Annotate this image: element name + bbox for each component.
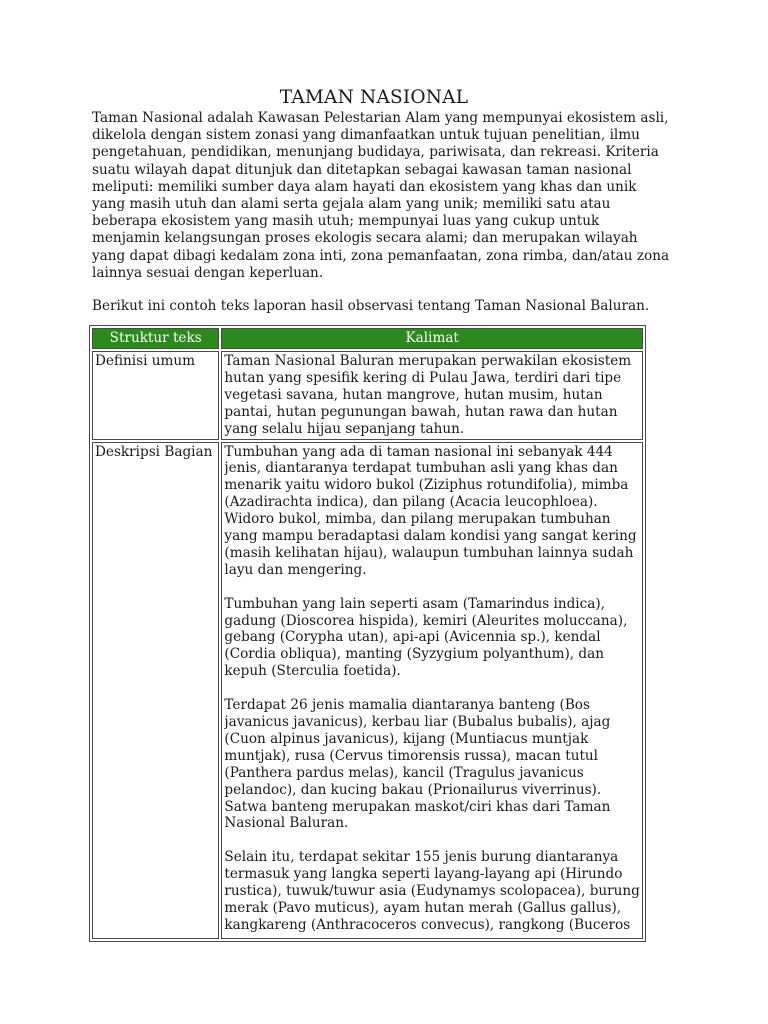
row-paragraph: Taman Nasional Baluran merupakan perwakilan ekosistem hutan yang spesifik kering di Pulau Jawa, terdiri dari tipe vegetasi savana, hutan mangrove, hutan musim, hutan pantai, hutan pegunungan bawah, hutan rawa dan hutan yang selalu hijau sepanjang tahun. bbox=[224, 353, 632, 437]
row-label: Definisi umum bbox=[92, 351, 219, 440]
lead-paragraph: Berikut ini contoh teks laporan hasil observasi tentang Taman Nasional Baluran. bbox=[92, 298, 650, 315]
table-header-row bbox=[92, 328, 643, 349]
row-paragraph: Terdapat 26 jenis mamalia diantaranya banteng (Bos javanicus javanicus), kerbau liar (Bubalus bubalis), ajag (Cuon alpinus javanicus), kijang (Muntiacus muntjak muntjak), rusa (Cervus timorensis russa), macan tutul (Panthera pardus melas), kancil (Tragulus javanicus pelandoc), dan kucing bakau (Prionailurus viverrinus). Satwa banteng merupakan maskot/ciri khas dari Taman Nasional Baluran. bbox=[224, 697, 611, 832]
header-kalimat: Kalimat bbox=[221, 328, 643, 349]
document-body bbox=[92, 86, 670, 315]
row-paragraph: Tumbuhan yang lain seperti asam (Tamarindus indica), gadung (Dioscorea hispida), kemiri (Aleurites moluccana), gebang (Corypha utan), api-api (Avicennia sp.), kendal (Cordia obliqua), manting (Syzygium polyanthum), dan kepuh (Sterculia foetida). bbox=[224, 595, 628, 680]
row-paragraph: Selain itu, terdapat sekitar 155 jenis burung diantaranya termasuk yang langka seperti layang-layang api (Hirundo rustica), tuwuk/tuwur asia (Eudynamys scolopacea), burung merak (Pavo muticus), ayam hutan merah (Gallus gallus), kangkareng (Anthracoceros convecus), rangkong (Buceros bbox=[224, 849, 640, 933]
document-title: TAMAN NASIONAL bbox=[279, 87, 469, 108]
row-paragraph: Tumbuhan yang ada di taman nasional ini sebanyak 444 jenis, diantaranya terdapat tumbuhan asli yang khas dan menarik yaitu widoro bukol (Ziziphus rotundifolia), mimba (Azadirachta indica), dan pilang (Acacia leucophloea). Widoro bukol, mimba, dan pilang merupakan tumbuhan yang mampu beradaptasi dalam kondisi yang sangat kering (masih kelihatan hijau), walaupun tumbuhan lainnya sudah layu dan mengering. bbox=[224, 443, 637, 578]
header-struktur-teks: Struktur teks bbox=[92, 328, 219, 349]
row-content bbox=[221, 351, 643, 440]
intro-paragraph: Taman Nasional adalah Kawasan Pelestarian Alam yang mempunyai ekosistem asli, dikelola dengan sistem zonasi yang dimanfaatkan untuk tujuan penelitian, ilmu pengetahuan, pendidikan, menunjang budidaya, pariwisata, dan rekreasi. Kriteria suatu wilayah dapat ditunjuk dan ditetapkan sebagai kawasan taman nasional meliputi: memiliki sumber daya alam hayati dan ekosistem yang khas dan unik yang masih utuh dan alami serta gejala alam yang unik; memiliki satu atau beberapa ekosistem yang masih utuh; mempunyai luas yang cukup untuk menjamin kelangsungan proses ekologis secara alami; dan merupakan wilayah yang dapat dibagi kedalam zona inti, zona pemanfaatan, zona rimba, dan/atau zona lainnya sesuai dengan keperluan. bbox=[92, 110, 670, 281]
table-row-deskripsi-bagian bbox=[92, 442, 643, 939]
observation-table bbox=[89, 325, 646, 942]
table-row-definisi-umum bbox=[92, 351, 643, 440]
row-label: Deskripsi Bagian bbox=[92, 442, 219, 939]
row-content bbox=[221, 442, 643, 939]
